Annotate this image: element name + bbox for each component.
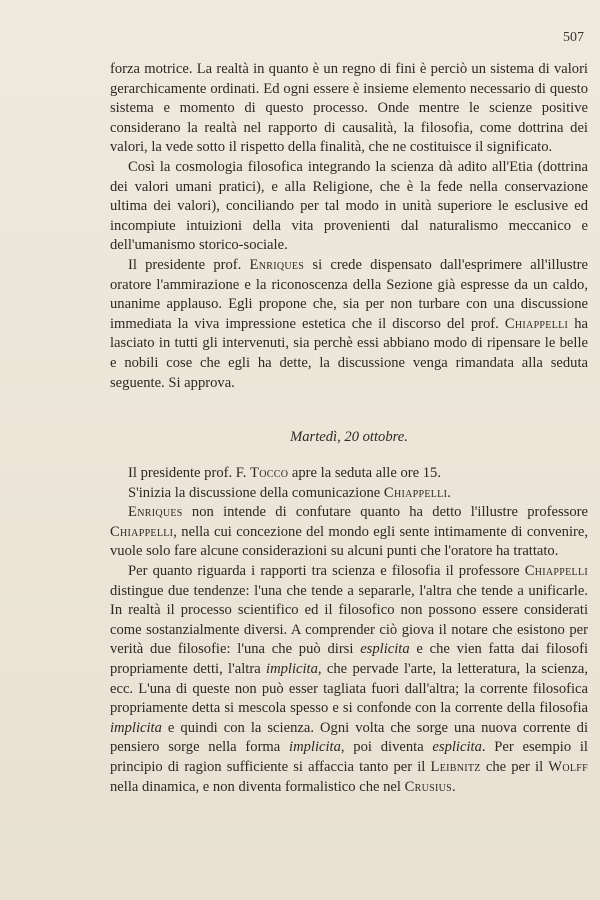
paragraph-text: ha lasciato in tutti gli intervenuti, sia perchè essi abbiano modo di ripensare le belle e nobili cose che egli ha dette, la discussione venga rimandata alla seduta seguente. Si approva. — [110, 315, 588, 391]
paragraph-text: apre la seduta alle ore 15. — [288, 465, 442, 481]
paragraph-text: Per quanto riguarda i rapporti tra scienza e filosofia il professore — [128, 562, 525, 579]
paragraph-text: , poi diventa — [340, 739, 433, 756]
person-name: Tocco — [250, 465, 289, 481]
text-block-upper — [110, 60, 588, 393]
italic-term: esplicita — [360, 641, 410, 658]
person-name: Chiappelli — [504, 315, 569, 332]
person-name: Chiappelli — [383, 484, 448, 501]
page-number: 507 — [563, 30, 584, 45]
paragraph — [110, 464, 588, 484]
person-name: Chiappelli — [110, 523, 174, 540]
paragraph — [110, 503, 588, 562]
paragraph-text: non intende di confutare quanto ha detto l'illustre professore — [182, 504, 588, 521]
paragraph — [110, 60, 588, 158]
person-name: Leibnitz — [430, 758, 481, 775]
paragraph-text: , nella cui concezione del mondo egli sente intimamente di convenire, vuole solo fare alcune considerazioni su alcuni punti che l'oratore ha trattato. — [110, 523, 588, 560]
paragraph — [110, 158, 588, 256]
text-block-lower — [110, 464, 588, 797]
paragraph-text: che per il — [480, 758, 549, 775]
paragraph-text: e quindi con la scienza. Ogni volta che sorge una nuova corrente di pensiero sorge nella forma — [110, 719, 588, 756]
paragraph-text: S'inizia la discussione della comunicazione — [128, 484, 384, 501]
paragraph-text: forza motrice. La realtà in quanto è un regno di fini è perciò un sistema di valori gerarchicamente ordinati. Ed ogni essere è insieme elemento necessario di questo sistema e momento di questo processo. Onde mentre le scienze positive considerano la realtà nel rapporto di causalità, la filosofia, come dottrina dei valori, la vede sotto il rispetto della finalità, che ne costituisce il significato. — [110, 61, 588, 156]
paragraph — [110, 256, 588, 393]
person-name: Wolff — [548, 758, 589, 775]
person-name: Enriques — [249, 256, 305, 273]
italic-term: implicita — [266, 660, 318, 677]
person-name: Enriques — [128, 504, 183, 521]
paragraph — [110, 484, 588, 504]
paragraph-text: . Per esempio il principio di ragion sufficiente si affaccia tanto per il — [110, 739, 588, 775]
italic-term: implicita — [289, 739, 341, 756]
paragraph-text: , che pervade l'arte, la letteratura, la scienza, ecc. L'una di queste non può esser tagliata fuori dall'altra; la corrente filosofica propriamente detta si mescola spesso e si confonde con la corrente della filosofia — [110, 660, 588, 717]
person-name: Chiappelli — [524, 562, 588, 579]
paragraph-text: . — [447, 484, 451, 501]
paragraph — [110, 562, 588, 797]
paragraph-text: si crede dispensato dall'esprimere all'illustre oratore l'ammirazione e la riconoscenza della Sezione già espresse da un caldo, unanime applauso. Egli propone che, sia per non turbare con una discussione immediata la viva impressione estetica che il discorso del prof. — [110, 256, 588, 332]
italic-term: esplicita — [432, 739, 482, 756]
paragraph-text: distingue due tendenze: l'una che tende a separarle, l'altra che tende a unificarle. In realtà il processo scientifico ed il filosofico non possono essere considerati come sostanzialmente diversi. A comprender ciò giova il notare che esistono per verità due filosofie: l'una che può dirsi — [110, 582, 588, 658]
paragraph-text: e che vien fatta dai filosofi propriamente detti, l'altra — [110, 641, 588, 677]
paragraph-text: Il presidente prof. — [128, 256, 250, 273]
paragraph-text: Il presidente prof. F. — [128, 465, 251, 481]
paragraph-text: Così la cosmologia filosofica integrando la scienza dà adito all'Etia (dottrina dei valori umani pratici), e alla Religione, che è la fede nella conservazione ultima dei valori), conciliando per tal modo in unità superiore le esclusive ed incompiute intuizioni della vita provenienti dal naturalismo meccanico e dell'umanismo storico-sociale. — [110, 158, 588, 254]
person-name: Crusius — [404, 778, 453, 795]
italic-term: implicita — [110, 719, 162, 736]
paragraph-text: nella dinamica, e non diventa formalistico che nel — [110, 778, 405, 795]
paragraph-text: . — [452, 778, 456, 795]
session-date-heading: Martedì, 20 ottobre. — [290, 429, 408, 445]
